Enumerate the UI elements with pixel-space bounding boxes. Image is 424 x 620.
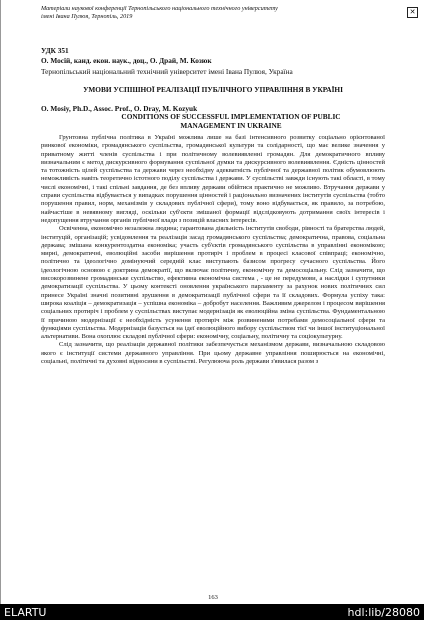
conference-header (41, 5, 381, 20)
repository-footer (0, 604, 424, 620)
header-line-2: імені Івана Пулюя, Тернопіль, 2019 (41, 12, 133, 20)
paragraph: Освіченна, економічно незалежна людина; гарантована діяльність інститутів свободи, рівності та братерства людей, інституцій, організацій; усвідомлення та реалізація засад громадянського суспільства; демократична, правова, соціальна держава; змішана конкурентоздатна економіка; участь суб'єктів громадянського суспільства в управлінні економікою; мирні, демократичні, еволюційні засоби вирішення протиріч і проблем в процесі класової співпраці; економічно, політично та ідеологічно домінуючий середній клас виступають базисом прогресу сучасного суспільства. Його ідеологічною основою є доктрина демократії, що включає політичну, економічну та демосоціальну. Слід зазначити, що високорозвинене громадянське суспільство, ефективна економічна система , - це не передумови, а наслідки і супутники демократизації суспільства. У цьому контексті оновлення українського парламенту за рахунок нових політичних сил принесе Україні значні позитивні зрушення в демократизації публічної сфери та її складових. Формула успіху така: широка коаліція – демократизація – успішна економіка – добробут населення. Важливим джерелом і процесом вирішення соціальних протиріч і проблем у суспільствах виступає модернізація як еволюційна зміна суспільства. Фундаментальною її причиною модернізації є необхідність усунення протиріч між розвиненими потребами демосоціальної сфери та функціями суспільства. Модернізація базується на ідеї еволюційного вибору суспільством тієї чи іншої інституціональної альтернативи. Вона охоплює складові публічної сфери: економічну, соціальну, політичну та соціокультурну. (41, 225, 385, 341)
title-en-line-1: CONDITIONS OF SUCCESSFUL IMPLEMENTATION OF PUBLIC (121, 112, 341, 121)
repository-name[interactable]: ELARTU (4, 606, 47, 619)
udc-code: УДК 351 (41, 46, 69, 55)
close-icon[interactable]: ✕ (407, 7, 418, 18)
header-line-1: Матеріали наукової конференції Тернопільського національного технічного університету (41, 5, 278, 12)
article-body (41, 134, 385, 366)
handle-id[interactable]: hdl:lib/28080 (347, 606, 420, 619)
authors-en: O. Mosiy, Ph.D., Assoc. Prof., O. Dray, M. Kozyuk (41, 104, 198, 113)
paragraph: Грунтовна публічна політика в Україні можлива лише на базі інтенсивного розвитку соціально орієнтованої ринкової економіки, громадянського суспільства, громадянської культури та солідарності, що має велике значення у приватному житті членів суспільства і при політичному волевиявленні громадян. Для демократичного впливу визначальним є метод дискурсивного формування суспільної думки та дискурсивного волевиявлення. Єдність цінностей та тотожність цілей суспільства та держави через необхідну адекватність публічної та державної політик обумовлюють неможливість навіть теоретично істотного поділу суспільства і держави. У суспільстві завжди існують такі області, в тому числі економічні, і такі спільні завдання, де без впливу держави обійтися практично не можливо. Втручання держави у справи суспільства відбувається у випадках порушення цінностей і раціонально визначених інститутів суспільства (тобто порушення правил, норм, механізмів у складових публічної сфери), тому воно відбувається, як правило, за потребою, найчастіше в невявному вигляді, оскільки суб'єкти змішаної формації відслідковують дотримання своїх інтересів і недопущення втручання органів публічної влади з позицій власних інтересів. (41, 134, 385, 224)
page-number: 163 (208, 594, 218, 601)
title-en-line-2: MANAGEMENT IN UKRAINE (180, 121, 282, 131)
title-english (77, 112, 385, 130)
authors-uk: О. Мосій, канд. екон. наук., доц., О. Драй, М. Козюк (41, 56, 212, 65)
paragraph: Слід зазначити, що реалізація державної політики забезпечується механізмом держави, визначальною складовою якого є інституції системи державного управління. При цьому державне управління поширюється на економічні, соціальні, політичні та духовні відносини в суспільстві. Регулююча роль держави з'явилася разом з (41, 341, 385, 366)
affiliation: Тернопільський національний технічний університет імені Івана Пулюя, Україна (41, 67, 293, 76)
title-ukrainian: УМОВИ УСПІШНОЇ РЕАЛІЗАЦІЇ ПУБЛІЧНОГО УПРАВЛІННЯ В УКРАЇНІ (83, 85, 343, 94)
